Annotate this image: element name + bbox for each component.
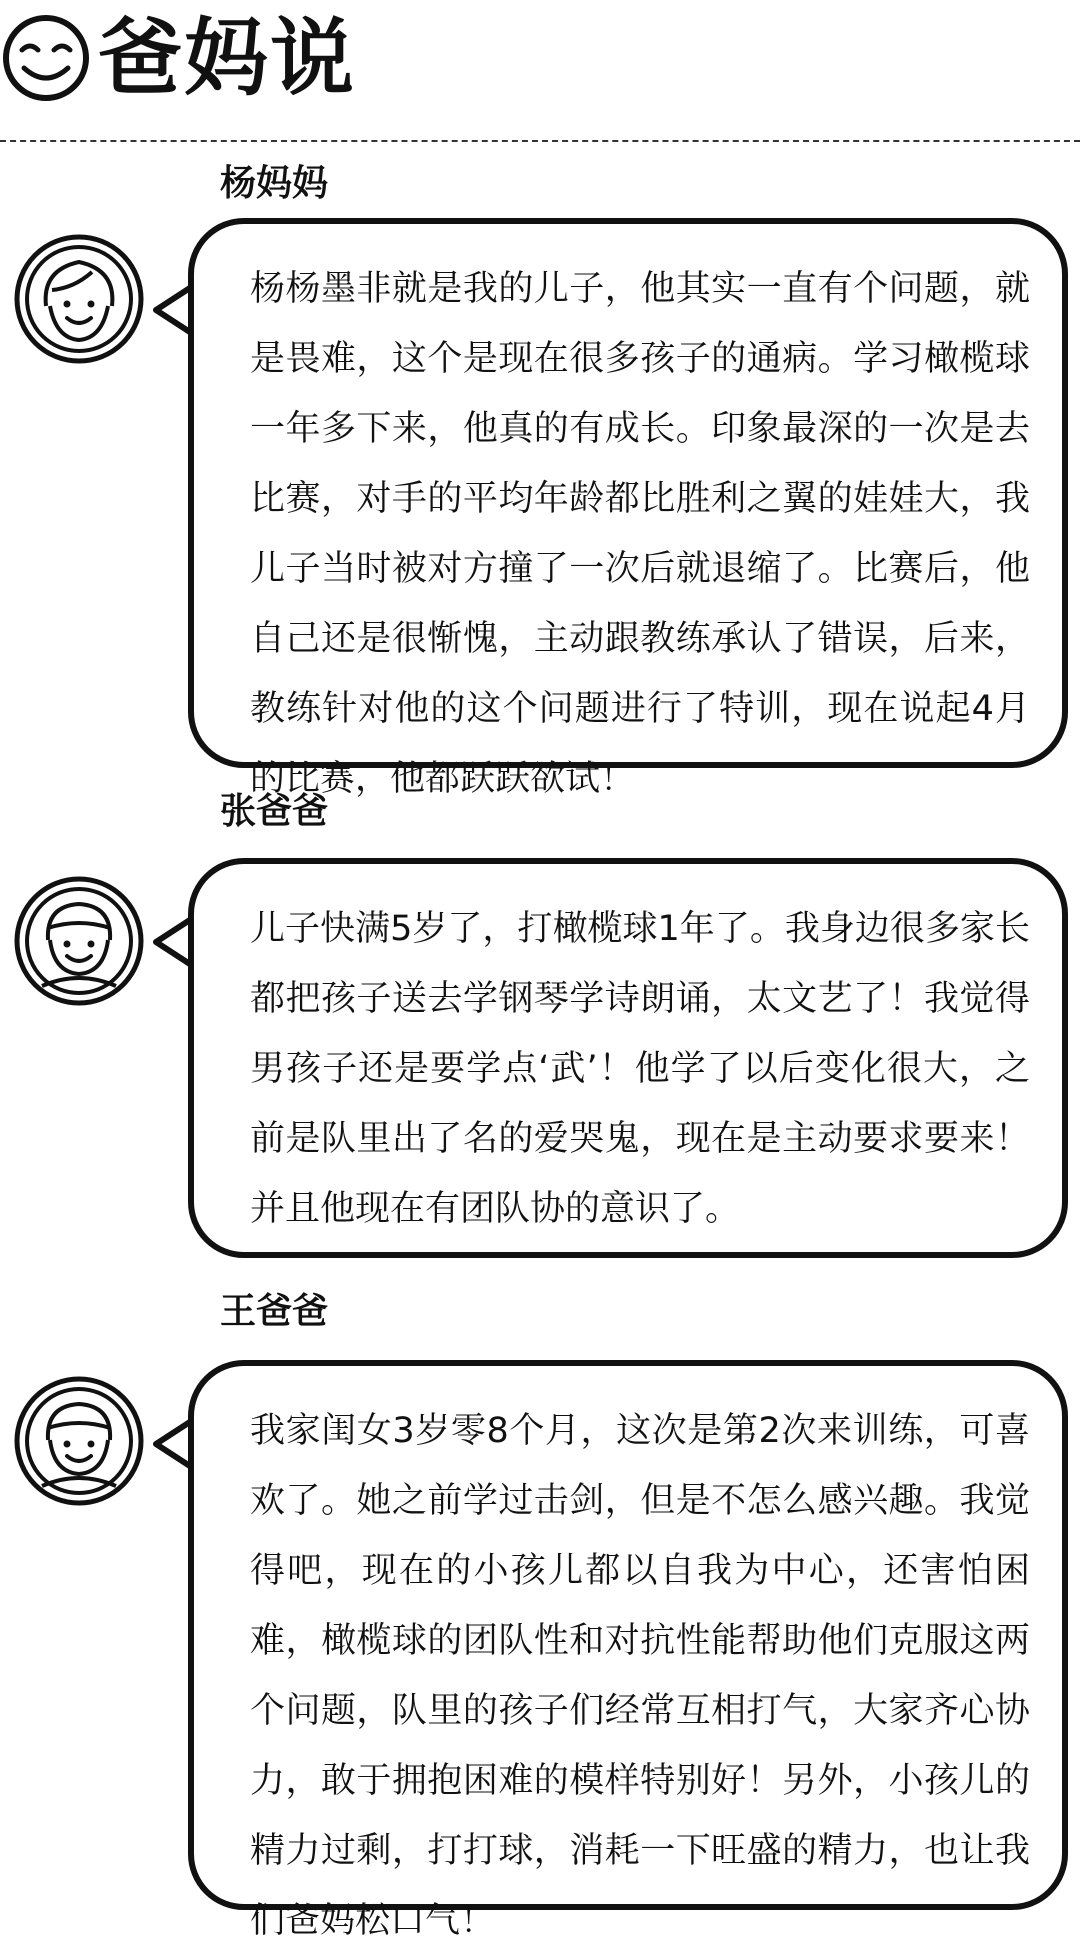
father-avatar-icon xyxy=(12,874,146,1008)
testimonial-text: 儿子快满5岁了，打橄榄球1年了。我身边很多家长都把孩子送去学钢琴学诗朗诵，太文艺了！我觉得男孩子还是要学点‘武’！他学了以后变化很大，之前是队里出了名的爱哭鬼，现在是主动要求要来！并且他现在有团队协的意识了。 xyxy=(250,909,1030,1229)
testimonial-card xyxy=(0,1290,1080,1941)
speaker-name: 杨妈妈 xyxy=(220,163,329,204)
speech-bubble xyxy=(188,218,1068,799)
testimonial-card xyxy=(0,790,1080,1270)
testimonial-card xyxy=(0,162,1080,799)
speaker-name: 王爸爸 xyxy=(220,1291,329,1332)
speech-bubble xyxy=(188,1360,1068,1941)
speaker-name: 张爸爸 xyxy=(220,791,329,832)
testimonial-text: 杨杨墨非就是我的儿子，他其实一直有个问题，就是畏难，这个是现在很多孩子的通病。学习橄榄球一年多下来，他真的有成长。印象最深的一次是去比赛，对手的平均年龄都比胜利之翼的娃娃大，我儿子当时被对方撞了一次后就退缩了。比赛后，他自己还是很惭愧，主动跟教练承认了错误，后来，教练针对他的这个问题进行了特训，现在说起4月的比赛，他都跃跃欲试！ xyxy=(250,269,1030,799)
testimonial-text: 我家闺女3岁零8个月，这次是第2次来训练，可喜欢了。她之前学过击剑，但是不怎么感兴趣。我觉得吧，现在的小孩儿都以自我为中心，还害怕困难，橄榄球的团队性和对抗性能帮助他们克服这两个问题，队里的孩子们经常互相打气，大家齐心协力，敢于拥抱困难的模样特别好！另外，小孩儿的精力过剩，打打球，消耗一下旺盛的精力，也让我们爸妈松口气！ xyxy=(250,1411,1030,1941)
smiley-face-icon xyxy=(0,12,92,104)
mother-avatar-icon xyxy=(12,232,146,366)
father-avatar-icon xyxy=(12,1374,146,1508)
page-title: 爸妈说 xyxy=(98,9,357,107)
dashed-divider xyxy=(0,140,1080,142)
speech-bubble xyxy=(188,858,1068,1258)
header xyxy=(0,0,1080,140)
